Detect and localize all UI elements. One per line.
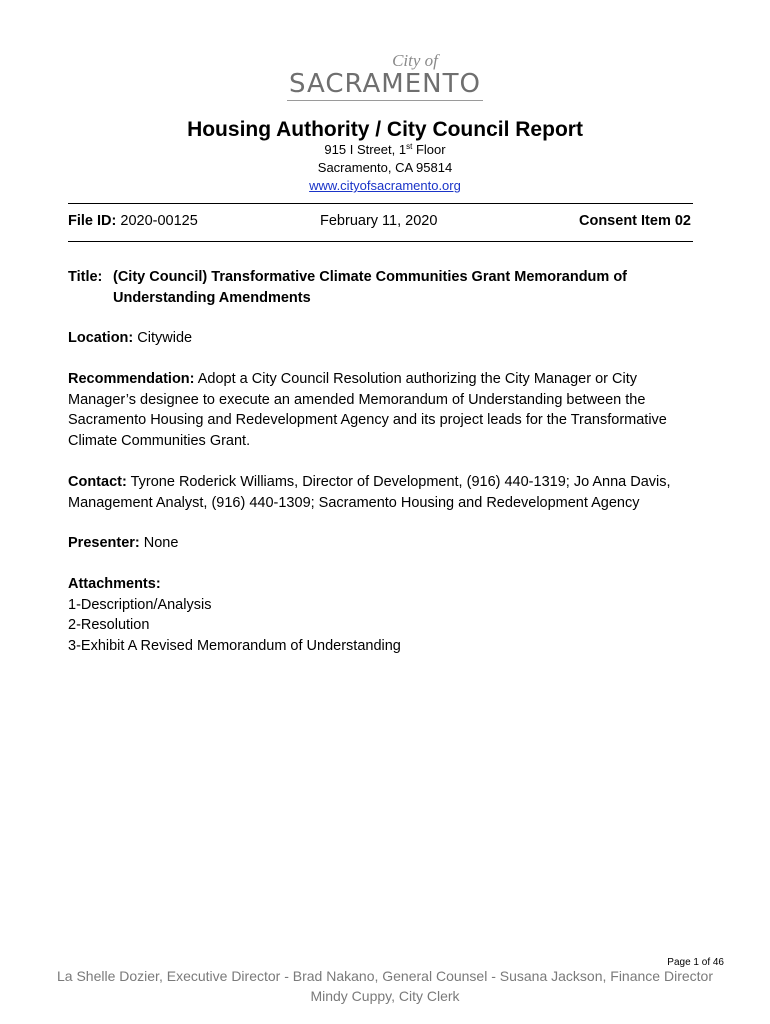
website-link[interactable]: www.cityofsacramento.org [309, 178, 461, 193]
website-row [0, 178, 770, 194]
file-id-label: File ID: [68, 213, 117, 229]
contact-line-2: Management Analyst, (916) 440-1309; Sacramento Housing and Redevelopment Agency [68, 494, 640, 511]
footer-clerk-line: Mindy Cuppy, City Clerk [310, 988, 460, 1004]
address-line-2: Sacramento, CA 95814 [317, 160, 453, 175]
contact-label: Contact: [68, 474, 127, 490]
recommendation-line-3: Sacramento Housing and Redevelopment Agency and its project leads for the Transformative [68, 412, 667, 428]
location-section [68, 328, 698, 349]
logo-city-of: City of [392, 51, 438, 70]
recommendation-line-1 [68, 369, 698, 390]
title-line-1: (City Council) Transformative Climate Communities Grant Memorandum of [113, 269, 628, 285]
attachment-item: 2-Resolution [68, 617, 150, 633]
contact-text-1: Tyrone Roderick Williams, Director of Development, (916) 440-1319; Jo Anna Davis, [130, 474, 671, 490]
title-label: Title: [68, 269, 103, 285]
header-divider-bottom [68, 241, 693, 242]
file-id [68, 211, 198, 231]
attachment-item: 1-Description/Analysis [68, 596, 212, 613]
title-line-2: Understanding Amendments [113, 289, 311, 306]
recommendation-label: Recommendation: [68, 371, 195, 387]
address-line-1 [0, 142, 770, 158]
contact-line-1 [68, 472, 698, 493]
address-street: 915 I Street, 1 [324, 142, 407, 157]
recommendation-line-2: Manager’s designee to execute an amended Memorandum of Understanding between the [68, 391, 646, 408]
location-label: Location: [68, 330, 134, 346]
footer-staff-line: La Shelle Dozier, Executive Director - Brad Nakano, General Counsel - Susana Jackson, Finance Director [57, 968, 713, 984]
address-floor: Floor [412, 142, 446, 157]
city-logo [0, 52, 770, 101]
attachments-section [68, 574, 698, 656]
attachment-item: 3-Exhibit A Revised Memorandum of Understanding [68, 637, 401, 654]
contact-section [68, 472, 698, 513]
header-divider-top [68, 203, 693, 204]
meeting-date: February 11, 2020 [320, 213, 438, 229]
recommendation-text-1: Adopt a City Council Resolution authorizing the City Manager or City [197, 371, 637, 387]
logo-sacramento: SACRAMENTO [289, 69, 481, 99]
presenter-value: None [143, 535, 179, 551]
consent-item: Consent Item 02 [579, 213, 691, 229]
title-text [113, 267, 698, 308]
page-number: Page 1 of 46 [667, 957, 724, 968]
presenter-section [68, 533, 698, 554]
file-id-value: 2020-00125 [120, 213, 198, 229]
presenter-label: Presenter: [68, 535, 140, 551]
attachments-label: Attachments: [68, 576, 161, 592]
recommendation-section [68, 369, 698, 451]
location-value: Citywide [137, 330, 193, 346]
address-floor-suffix: st [406, 142, 413, 151]
report-title: Housing Authority / City Council Report [187, 118, 583, 141]
recommendation-line-4: Climate Communities Grant. [68, 432, 251, 449]
